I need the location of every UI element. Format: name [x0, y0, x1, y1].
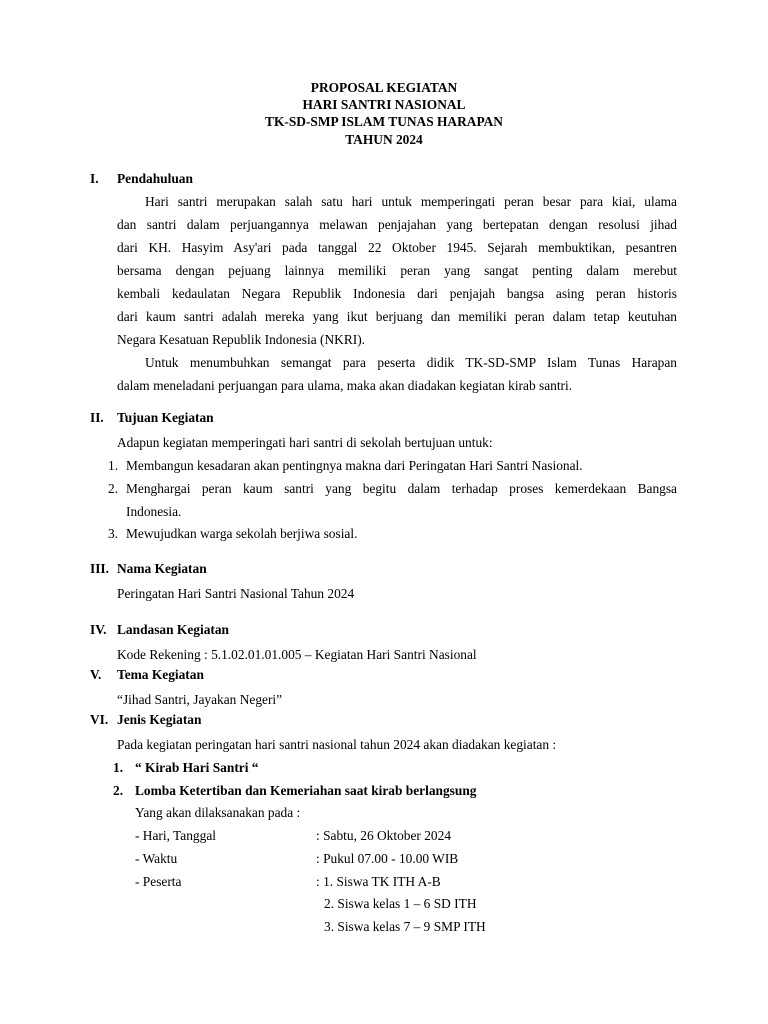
section-title: Pendahuluan — [117, 171, 193, 186]
doc-title-line-3: TK-SD-SMP ISLAM TUNAS HARAPAN — [265, 114, 503, 129]
paragraph-line: Untuk menumbuhkan semangat para peserta didik TK-SD-SMP Islam Tunas Harapan — [145, 355, 677, 370]
schedule-key: - Waktu — [135, 851, 178, 866]
list-item-text: Lomba Ketertiban dan Kemeriahan saat kirab berlangsung — [135, 783, 477, 798]
section-number: V. — [90, 667, 102, 682]
list-item-text: Menghargai peran kaum santri yang begitu dalam terhadap proses kemerdekaan Bangsa — [126, 481, 677, 496]
list-item-number: 2. — [113, 783, 124, 798]
section-title: Jenis Kegiatan — [117, 712, 202, 727]
list-item-text-continued: Indonesia. — [126, 504, 182, 519]
list-item-number: 2. — [108, 481, 119, 496]
schedule-value: : Sabtu, 26 Oktober 2024 — [316, 828, 452, 843]
doc-title-line-1: PROPOSAL KEGIATAN — [310, 80, 458, 95]
section-number: II. — [90, 410, 104, 425]
list-item-number: 1. — [108, 458, 119, 473]
paragraph-line: kembali kedaulatan Negara Republik Indonesia dari penjajah bangsa asing peran historis — [117, 286, 677, 301]
schedule-key: - Hari, Tanggal — [135, 828, 216, 843]
schedule-value: : Pukul 07.00 - 10.00 WIB — [316, 851, 459, 866]
list-item-number: 3. — [108, 526, 119, 541]
list-item-number: 1. — [113, 760, 124, 775]
schedule-key: - Peserta — [135, 874, 182, 889]
section-number: VI. — [90, 712, 109, 727]
tema-body: “Jihad Santri, Jayakan Negeri” — [117, 692, 283, 707]
paragraph-line: Hari santri merupakan salah satu hari untuk memperingati peran besar para kiai, ulama — [145, 194, 677, 209]
jenis-intro: Pada kegiatan peringatan hari santri nasional tahun 2024 akan diadakan kegiatan : — [117, 737, 557, 752]
list-item-text: Membangun kesadaran akan pentingnya makna dari Peringatan Hari Santri Nasional. — [126, 458, 583, 473]
landasan-body: Kode Rekening : 5.1.02.01.01.005 – Kegiatan Hari Santri Nasional — [117, 647, 477, 662]
paragraph-line: Negara Kesatuan Republik Indonesia (NKRI). — [117, 332, 366, 347]
paragraph-line: dalam meneladani perjuangan para ulama, maka akan diadakan kegiatan kirab santri. — [117, 378, 573, 393]
participant-item: 3. Siswa kelas 7 – 9 SMP ITH — [324, 919, 486, 934]
section-title: Nama Kegiatan — [117, 561, 207, 576]
section-title: Landasan Kegiatan — [117, 622, 229, 637]
paragraph-line: bersama dengan pejuang lainnya memiliki peran yang sangat penting dalam merebut — [117, 263, 677, 278]
schedule-intro: Yang akan dilaksanakan pada : — [135, 805, 301, 820]
nama-kegiatan-body: Peringatan Hari Santri Nasional Tahun 2024 — [117, 586, 355, 601]
section-title: Tujuan Kegiatan — [117, 410, 214, 425]
paragraph-line: dari KH. Hasyim Asy'ari pada tanggal 22 Oktober 1945. Sejarah membuktikan, pesantren — [117, 240, 677, 255]
section-number: I. — [90, 171, 99, 186]
paragraph-line: dari kaum santri adalah mereka yang ikut berjuang dan memiliki peran dalam tetap keutuhan — [117, 309, 677, 324]
participant-item: 2. Siswa kelas 1 – 6 SD ITH — [324, 896, 477, 911]
list-item-text: Mewujudkan warga sekolah berjiwa sosial. — [126, 526, 358, 541]
paragraph-line: dan santri dalam perjuangannya melawan penjajahan yang bertepatan dengan resolusi jihad — [117, 217, 677, 232]
schedule-value: : 1. Siswa TK ITH A-B — [316, 874, 441, 889]
doc-title-line-4: TAHUN 2024 — [345, 132, 423, 147]
section-number: III. — [90, 561, 109, 576]
list-item-text: “ Kirab Hari Santri “ — [135, 760, 259, 775]
doc-title-line-2: HARI SANTRI NASIONAL — [302, 97, 466, 112]
section-number: IV. — [90, 622, 107, 637]
tujuan-intro: Adapun kegiatan memperingati hari santri di sekolah bertujuan untuk: — [117, 435, 493, 450]
section-title: Tema Kegiatan — [117, 667, 204, 682]
